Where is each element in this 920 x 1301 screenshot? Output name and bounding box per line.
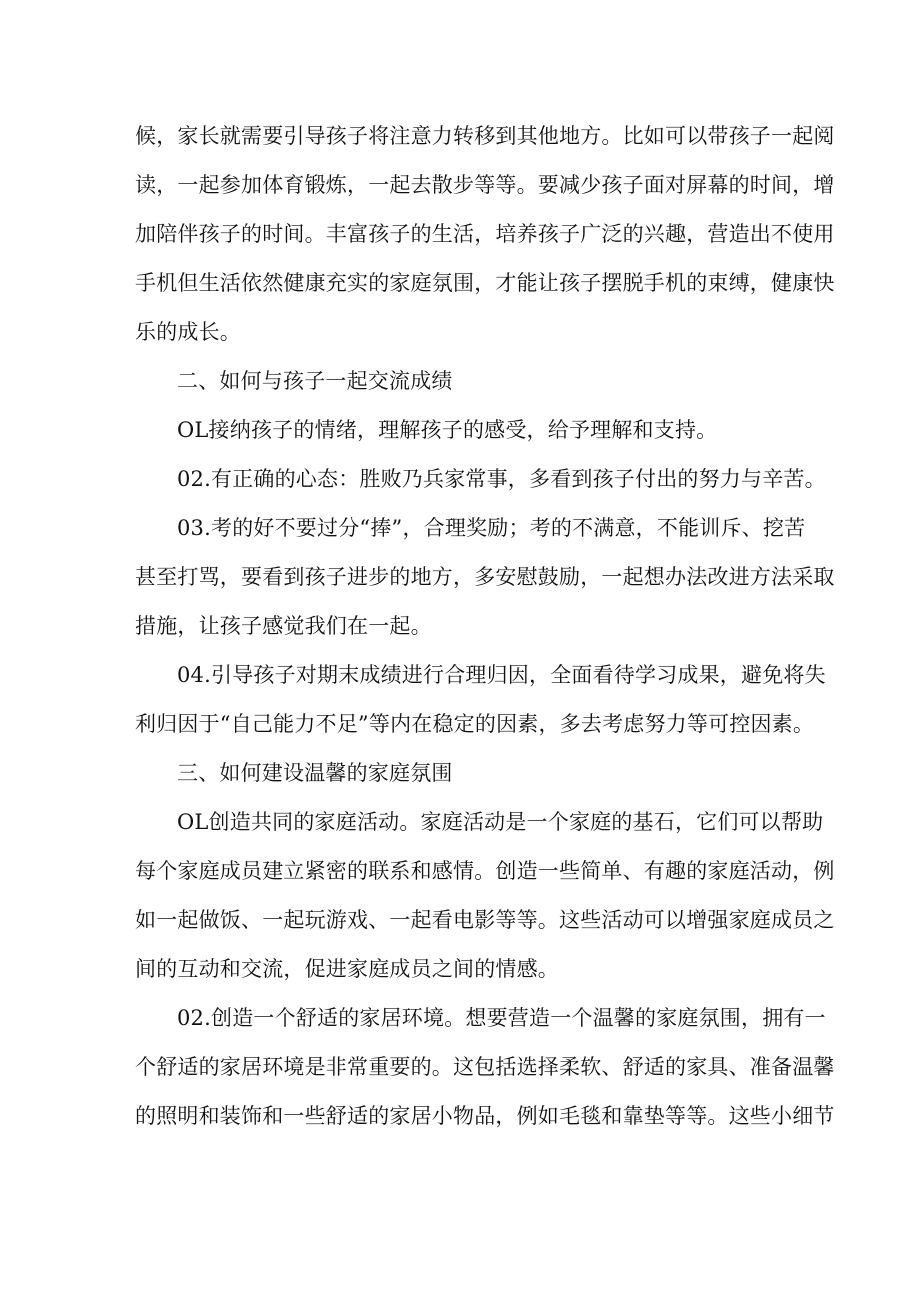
text-line: 个舒适的家居环境是非常重要的。这包括选择柔软、舒适的家具、准备温馨 <box>135 1055 835 1079</box>
text-line: OL接纳孩子的情绪，理解孩子的感受，给予理解和支持。 <box>177 418 718 442</box>
list-item-2-03 <box>135 504 835 651</box>
text-line: 利归因于“自己能力不足”等内在稳定的因素，多去考虑努力等可控因素。 <box>135 712 815 736</box>
section-heading-3 <box>135 749 795 798</box>
text-line: 措施，让孩子感觉我们在一起。 <box>135 614 432 638</box>
text-line: 手机但生活依然健康充实的家庭氛围，才能让孩子摆脱手机的束缚，健康快 <box>135 271 835 295</box>
text-line: 加陪伴孩子的时间。丰富孩子的生活，培养孩子广泛的兴趣，营造出不使用 <box>135 222 835 246</box>
list-item-2-01 <box>135 406 795 455</box>
text-line: 读，一起参加体育锻炼，一起去散步等等。要减少孩子面对屏幕的时间，增 <box>135 173 835 197</box>
list-item-2-04 <box>135 651 826 749</box>
text-line: 04.引导孩子对期末成绩进行合理归因，全面看待学习成果，避免将失 <box>177 663 826 687</box>
text-line: 候，家长就需要引导孩子将注意力转移到其他地方。比如可以带孩子一起阅 <box>135 124 835 148</box>
list-item-2-02 <box>135 455 826 504</box>
text-line: 02.有正确的心态：胜败乃兵家常事，多看到孩子付出的努力与辛苦。 <box>177 467 826 491</box>
text-line: 每个家庭成员建立紧密的联系和感情。创造一些简单、有趣的家庭活动，例 <box>135 859 835 883</box>
text-line: 间的互动和交流，促进家庭成员之间的情感。 <box>135 957 559 981</box>
text-line: 乐的成长。 <box>135 320 241 344</box>
heading-text: 二、如何与孩子一起交流成绩 <box>177 369 453 393</box>
list-item-3-02 <box>135 994 835 1141</box>
text-line: 03.考的好不要过分“捧”，合理奖励；考的不满意，不能训斥、挖苦 <box>177 516 806 540</box>
text-line: 如一起做饭、一起玩游戏、一起看电影等等。这些活动可以增强家庭成员之 <box>135 908 835 932</box>
text-line: OL创造共同的家庭活动。家庭活动是一个家庭的基石，它们可以帮助 <box>177 810 824 834</box>
text-line: 的照明和装饰和一些舒适的家居小物品，例如毛毯和靠垫等等。这些小细节 <box>135 1104 835 1128</box>
heading-text: 三、如何建设温馨的家庭氛围 <box>177 761 453 785</box>
text-line: 02.创造一个舒适的家居环境。想要营造一个温馨的家庭氛围，拥有一 <box>177 1006 826 1030</box>
paragraph-continuation <box>135 112 835 357</box>
document-body <box>135 112 835 1141</box>
text-line: 甚至打骂，要看到孩子进步的地方，多安慰鼓励，一起想办法改进方法采取 <box>135 565 835 589</box>
section-heading-2 <box>135 357 795 406</box>
list-item-3-01 <box>135 798 835 994</box>
